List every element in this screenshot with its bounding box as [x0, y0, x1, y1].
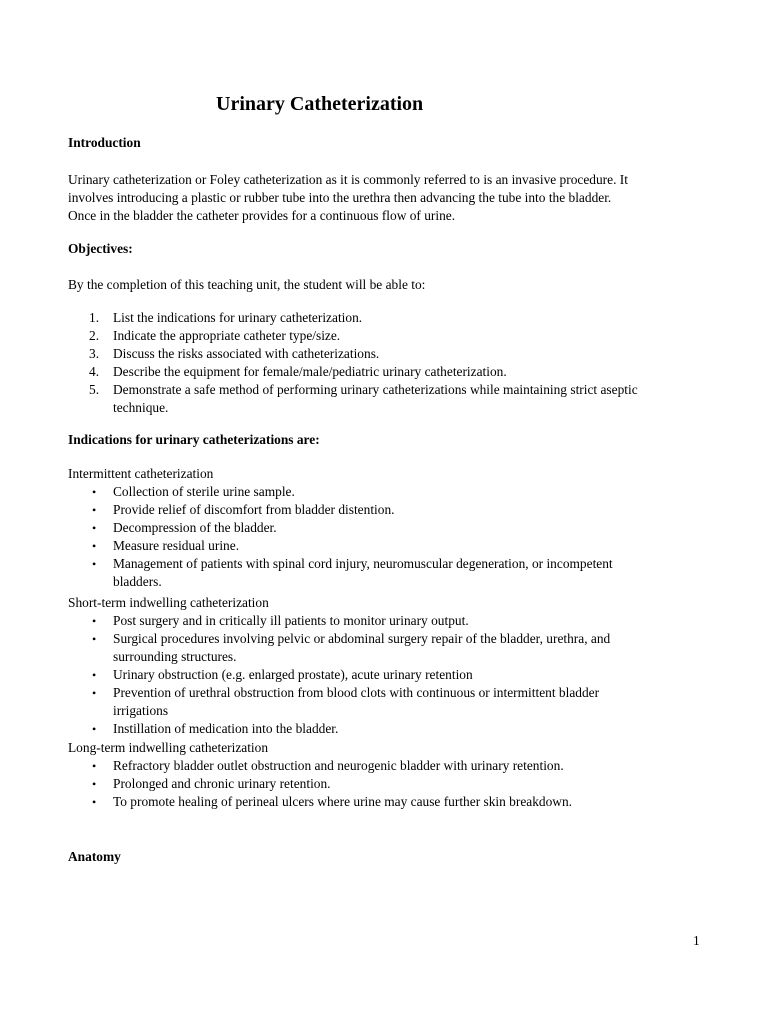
bullet-icon: •: [92, 557, 97, 571]
list-item-text: Collection of sterile urine sample.: [113, 484, 295, 499]
objective-number: 3.: [89, 346, 100, 361]
introduction-heading: Introduction: [68, 135, 141, 150]
list-item-text: bladders.: [113, 574, 162, 589]
objective-text: Discuss the risks associated with catheterizations.: [113, 346, 380, 361]
objective-number: 4.: [89, 364, 100, 379]
list-item-text: Refractory bladder outlet obstruction and neurogenic bladder with urinary retention.: [113, 758, 564, 773]
introduction-paragraph: [68, 171, 708, 225]
bullet-list: [68, 483, 708, 591]
list-item: [68, 775, 708, 793]
objectives-heading: Objectives:: [68, 241, 133, 256]
objective-text: Demonstrate a safe method of performing urinary catheterizations while maintaining strict aseptic: [113, 382, 638, 397]
list-item-text: Urinary obstruction (e.g. enlarged prostate), acute urinary retention: [113, 667, 473, 682]
anatomy-heading: Anatomy: [68, 849, 121, 864]
bullet-list: [68, 757, 708, 811]
objective-text: technique.: [113, 400, 169, 415]
list-item: [68, 666, 708, 684]
objective-text: Indicate the appropriate catheter type/size.: [113, 328, 341, 343]
bullet-icon: •: [92, 485, 97, 499]
bullet-icon: •: [92, 539, 97, 553]
bullet-icon: •: [92, 795, 97, 809]
objectives-list: [68, 309, 708, 417]
objectives-lead: By the completion of this teaching unit, the student will be able to:: [68, 277, 426, 292]
bullet-icon: •: [92, 759, 97, 773]
list-item-text: To promote healing of perineal ulcers where urine may cause further skin breakdown.: [113, 794, 573, 809]
list-item: [68, 630, 708, 666]
list-item: [68, 684, 708, 720]
list-item-text: irrigations: [113, 703, 169, 718]
indication-group-short-term: [68, 594, 708, 738]
bullet-icon: •: [92, 503, 97, 517]
intro-line: Urinary catheterization or Foley catheterization as it is commonly referred to is an invasive procedure. It: [68, 172, 628, 187]
bullet-icon: •: [92, 614, 97, 628]
intro-line: involves introducing a plastic or rubber tube into the urethra then advancing the tube into the bladder.: [68, 190, 612, 205]
objective-number: 1.: [89, 310, 100, 325]
objective-number: 5.: [89, 382, 100, 397]
list-item: [68, 501, 708, 519]
group-label: Intermittent catheterization: [68, 466, 214, 481]
list-item: [68, 519, 708, 537]
list-item-text: Post surgery and in critically ill patients to monitor urinary output.: [113, 613, 469, 628]
list-item-text: Measure residual urine.: [113, 538, 240, 553]
bullet-icon: •: [92, 777, 97, 791]
document-title: Urinary Catheterization: [216, 93, 424, 115]
bullet-icon: •: [92, 632, 97, 646]
objective-item: [68, 345, 708, 363]
list-item: [68, 720, 708, 738]
list-item: [68, 757, 708, 775]
list-item-text: Instillation of medication into the bladder.: [113, 721, 339, 736]
list-item: [68, 537, 708, 555]
objective-item: [68, 327, 708, 345]
list-item-text: Prevention of urethral obstruction from blood clots with continuous or intermittent bladder: [113, 685, 600, 700]
indications-heading: Indications for urinary catheterizations are:: [68, 432, 320, 447]
group-label: Short-term indwelling catheterization: [68, 595, 269, 610]
intro-line: Once in the bladder the catheter provides for a continuous flow of urine.: [68, 208, 456, 223]
objective-text: List the indications for urinary catheterization.: [113, 310, 363, 325]
objective-item: [68, 309, 708, 327]
list-item-text: Management of patients with spinal cord injury, neuromuscular degeneration, or incompetent: [113, 556, 613, 571]
page-number: 1: [693, 933, 700, 948]
list-item-text: Provide relief of discomfort from bladder distention.: [113, 502, 395, 517]
objective-item: [68, 381, 708, 417]
bullet-icon: •: [92, 722, 97, 736]
bullet-icon: •: [92, 521, 97, 535]
list-item-text: surrounding structures.: [113, 649, 237, 664]
bullet-icon: •: [92, 686, 97, 700]
objective-text: Describe the equipment for female/male/pediatric urinary catheterization.: [113, 364, 507, 379]
group-label: Long-term indwelling catheterization: [68, 740, 269, 755]
list-item: [68, 612, 708, 630]
indication-group-long-term: [68, 739, 708, 811]
list-item: [68, 793, 708, 811]
list-item-text: Surgical procedures involving pelvic or abdominal surgery repair of the bladder, urethra, and: [113, 631, 611, 646]
list-item: [68, 555, 708, 591]
objective-number: 2.: [89, 328, 100, 343]
indication-group-intermittent: [68, 465, 708, 591]
bullet-list: [68, 612, 708, 738]
objective-item: [68, 363, 708, 381]
list-item-text: Decompression of the bladder.: [113, 520, 277, 535]
list-item-text: Prolonged and chronic urinary retention.: [113, 776, 331, 791]
list-item: [68, 483, 708, 501]
bullet-icon: •: [92, 668, 97, 682]
